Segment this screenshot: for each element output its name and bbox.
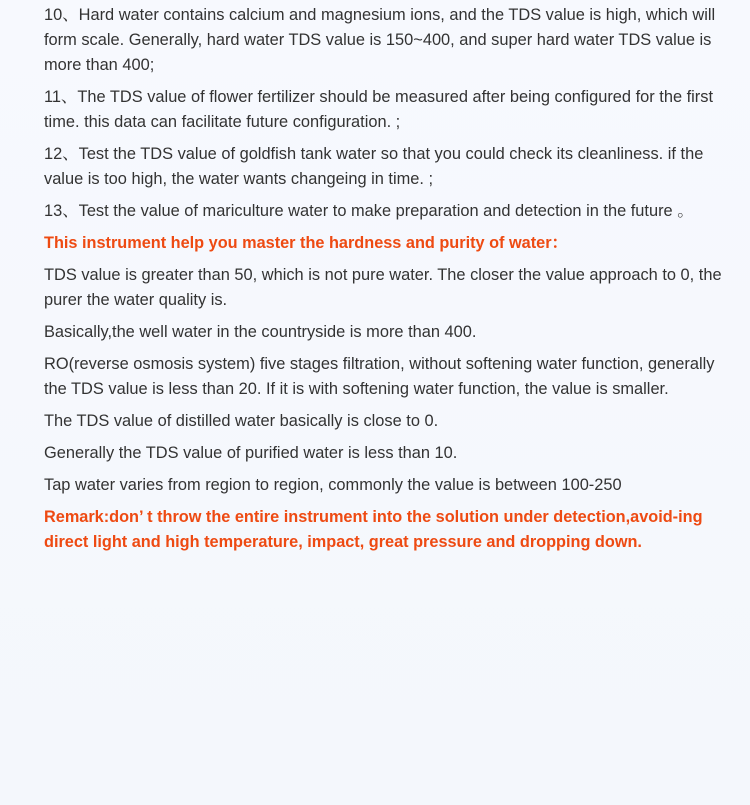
note-ro: RO(reverse osmosis system) five stages filtration, without softening water function, generally the TDS value is less than 20. If it is with softening water function, the value is smaller. [44,355,715,398]
note-well-water: Basically,the well water in the countryside is more than 400. [44,323,477,341]
remark-text: Remark:don’ t throw the entire instrument into the solution under detection,avoid-ing direct light and high temperature, impact, great pressure and dropping down. [44,508,703,551]
item-10-text: 10、Hard water contains calcium and magnesium ions, and the TDS value is high, which will form scale. Generally, hard water TDS value is 150~400, and super hard water TDS value is more than 400; [44,6,716,74]
item-11-text: 11、The TDS value of flower fertilizer should be measured after being configured for the first time. this data can facilitate future configuration. ; [44,88,714,131]
note-tap: Tap water varies from region to region, commonly the value is between 100-250 [44,476,622,494]
purity-heading: This instrument help you master the hardness and purity of water： [44,234,568,252]
note-distilled: The TDS value of distilled water basically is close to 0. [44,412,439,430]
item-13-text: 13、Test the value of mariculture water to make preparation and detection in the future 。 [44,202,694,220]
note-purified: Generally the TDS value of purified water is less than 10. [44,444,458,462]
note-tds-50: TDS value is greater than 50, which is not pure water. The closer the value approach to 0, the purer the water quality is. [44,266,722,309]
item-12-text: 12、Test the TDS value of goldfish tank water so that you could check its cleanliness. if the value is too high, the water wants changeing in time. ; [44,145,704,188]
